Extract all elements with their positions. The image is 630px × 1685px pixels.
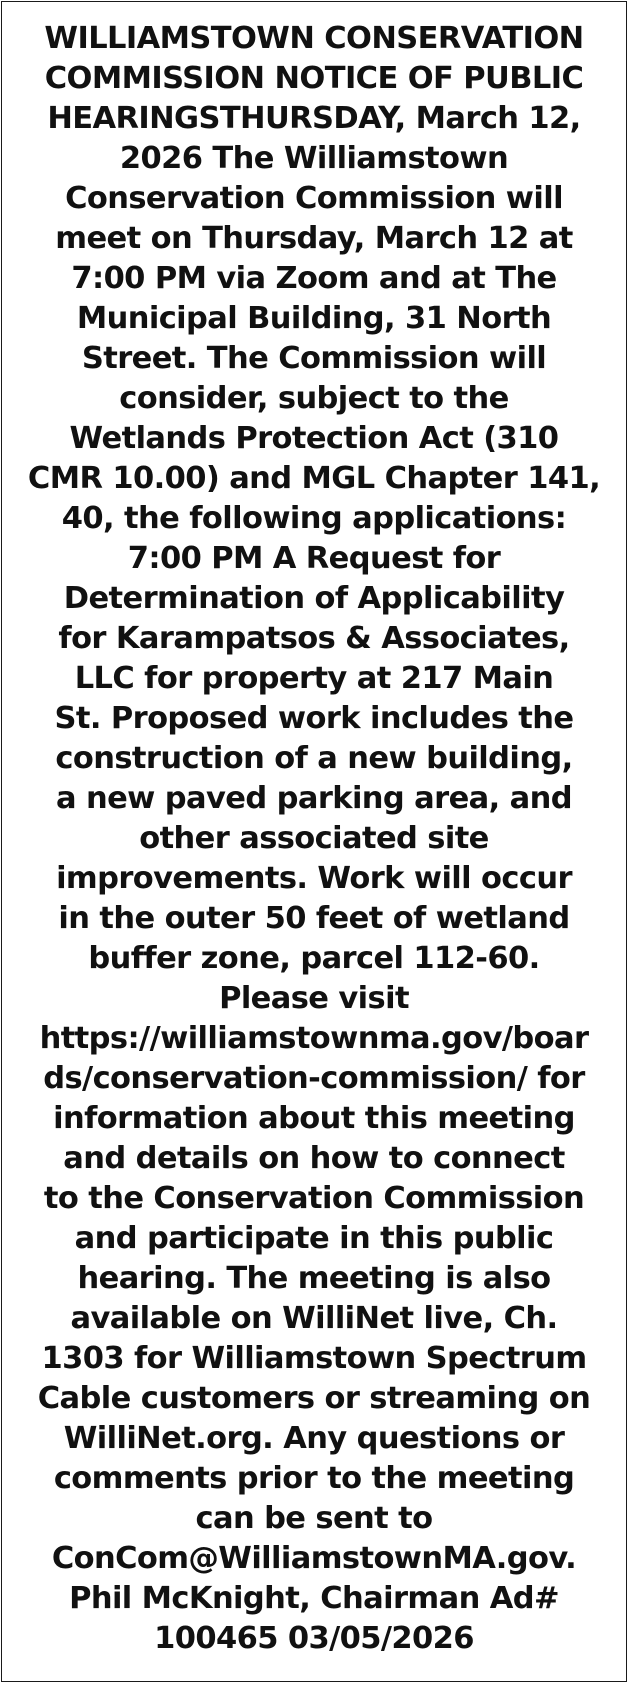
notice-line: other associated site [139,821,489,856]
notice-line: comments prior to the meeting [53,1461,575,1496]
notice-line: 1303 for Williamstown Spectrum [41,1341,587,1376]
notice-line: for Karampatsos & Associates, [58,621,570,656]
notice-email-line: ConCom@WilliamstownMA.gov. [51,1541,577,1576]
legal-notice-ad [1,1,627,1682]
notice-line: CMR 10.00) and MGL Chapter 141, [27,461,601,496]
notice-line: 2026 The Williamstown [119,141,509,176]
notice-line: improvements. Work will occur [56,861,572,896]
notice-line: Municipal Building, 31 North [76,301,552,336]
notice-line: in the outer 50 feet of wetland [58,901,570,936]
notice-line: hearing. The meeting is also [77,1261,551,1296]
notice-line: information about this meeting [53,1101,575,1136]
notice-line: available on WilliNet live, Ch. [70,1301,558,1336]
notice-line-title-3: HEARINGSTHURSDAY, March 12, [47,101,581,136]
notice-line: to the Conservation Commission [43,1181,585,1216]
notice-line: Please visit [219,981,409,1016]
notice-line: buffer zone, parcel 112-60. [88,941,540,976]
notice-line: Determination of Applicability [63,581,565,616]
notice-url-line: https://williamstownma.gov/boar [39,1021,589,1056]
notice-line: Wetlands Protection Act (310 [69,421,559,456]
notice-line: St. Proposed work includes the [54,701,574,736]
notice-line: 7:00 PM via Zoom and at The [71,261,557,296]
notice-line: construction of a new building, [55,741,573,776]
notice-line: can be sent to [195,1501,433,1536]
notice-line: Cable customers or streaming on [37,1381,591,1416]
notice-line-title-1: WILLIAMSTOWN CONSERVATION [44,21,584,56]
notice-line: Conservation Commission will [65,181,563,216]
notice-line: 40, the following applications: [61,501,567,536]
notice-signature-line: Phil McKnight, Chairman Ad# [69,1581,559,1616]
notice-line: LLC for property at 217 Main [74,661,554,696]
notice-line: meet on Thursday, March 12 at [55,221,573,256]
notice-line: and participate in this public [74,1221,554,1256]
notice-line: and details on how to connect [63,1141,565,1176]
notice-line-title-2: COMMISSION NOTICE OF PUBLIC [44,61,584,96]
notice-ad-number-line: 100465 03/05/2026 [154,1621,474,1656]
notice-text [20,19,608,1659]
notice-url-line: ds/conservation-commission/ for [43,1061,585,1096]
notice-line: Street. The Commission will [81,341,547,376]
notice-line: a new paved parking area, and [55,781,572,816]
notice-line: WilliNet.org. Any questions or [63,1421,565,1456]
notice-line: consider, subject to the [119,381,509,416]
notice-line: 7:00 PM A Request for [127,541,501,576]
